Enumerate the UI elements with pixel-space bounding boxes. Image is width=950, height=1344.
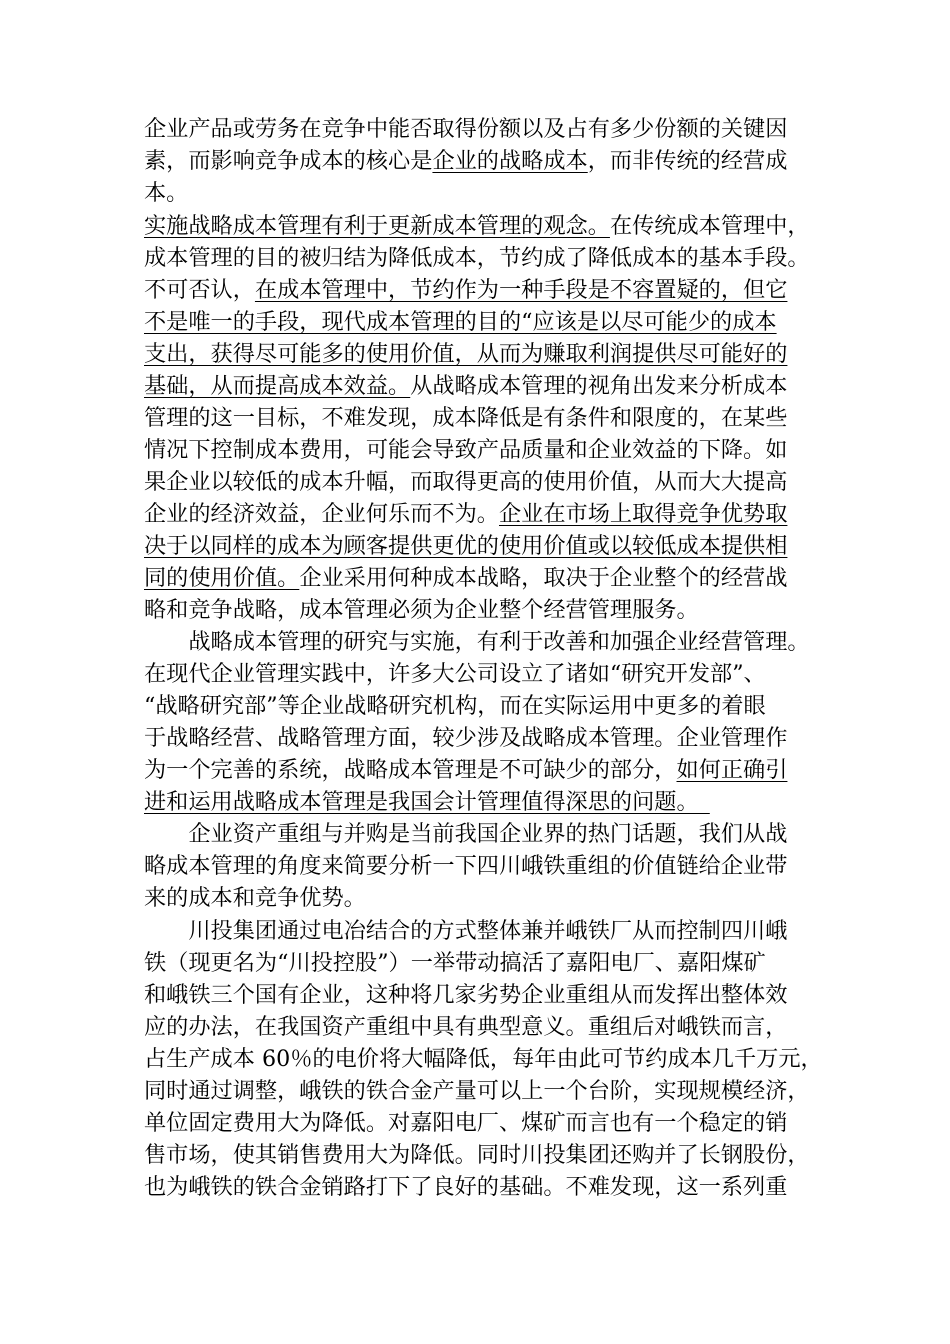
text-line bbox=[144, 1075, 824, 1107]
text-line bbox=[144, 530, 824, 562]
paragraph-competitive-cost bbox=[144, 113, 824, 209]
text-line bbox=[144, 306, 824, 338]
text-segment: 和峨铁三个国有企业，这种将几家劣势企业重组从而发挥出整体效 bbox=[144, 982, 788, 1008]
underlined-text: 进和运用战略成本管理是我国会计管理值得深思的问题。 bbox=[144, 789, 710, 815]
text-segment: 同时通过调整，峨铁的铁合金产量可以上一个台阶，实现规模经济， bbox=[144, 1078, 810, 1104]
text-segment: 略成本管理的角度来简要分析一下四川峨铁重组的价值链给企业带 bbox=[144, 853, 788, 879]
underlined-text: 在成本管理中，节约作为一种手段是不容置疑的，但它 bbox=[254, 277, 788, 303]
text-segment: 成本管理的目的被归结为降低成本，节约成了降低成本的基本手段。 bbox=[144, 245, 810, 271]
text-segment: 于战略经营、战略管理方面，较少涉及战略成本管理。企业管理作 bbox=[144, 725, 788, 751]
underlined-text: 支出，获得尽可能多的使用价值，从而为赚取利润提供尽可能好的 bbox=[144, 341, 788, 367]
text-line bbox=[144, 177, 824, 209]
text-segment: 占生产成本 60％的电价将大幅降低，每年由此可节约成本几千万元， bbox=[144, 1046, 823, 1072]
underlined-text: 如何正确引 bbox=[676, 757, 788, 783]
text-line bbox=[144, 145, 824, 177]
text-line bbox=[144, 1107, 824, 1139]
text-line bbox=[144, 979, 824, 1011]
text-line bbox=[144, 402, 824, 434]
underlined-text: 不是唯一的手段，现代成本管理的目的“应该是以尽可能少的成本 bbox=[144, 309, 777, 335]
paragraph-business-management bbox=[144, 626, 824, 818]
text-line bbox=[144, 434, 824, 466]
text-segment: 企业产品或劳务在竞争中能否取得份额以及占有多少份额的关键因 bbox=[144, 116, 788, 142]
text-segment: 不可否认， bbox=[144, 277, 255, 303]
text-segment: 从战略成本管理的视角出发来分析成本 bbox=[410, 373, 788, 399]
text-line bbox=[144, 1043, 824, 1075]
underlined-text: 实施战略成本管理有利于更新成本管理的观念。 bbox=[144, 213, 610, 239]
text-segment: 果企业以较低的成本升幅，而取得更高的使用价值，从而大大提高 bbox=[144, 469, 788, 495]
text-line bbox=[144, 466, 824, 498]
text-line bbox=[144, 754, 824, 786]
text-segment: 素，而影响竞争成本的核心是 bbox=[144, 148, 433, 174]
text-line bbox=[144, 1011, 824, 1043]
text-segment: 在传统成本管理中， bbox=[609, 213, 810, 239]
underlined-text: 企业在市场上取得竞争优势取 bbox=[499, 501, 788, 527]
paragraph-cost-management-concept bbox=[144, 210, 824, 626]
text-line bbox=[144, 562, 824, 594]
text-segment: 管理的这一目标，不难发现，成本降低是有条件和限度的，在某些 bbox=[144, 405, 788, 431]
text-segment: 售市场，使其销售费用大为降低。同时川投集团还购并了长钢股份， bbox=[144, 1142, 810, 1168]
text-line bbox=[144, 210, 824, 242]
text-line bbox=[144, 594, 824, 626]
text-segment: 来的成本和竞争优势。 bbox=[144, 885, 366, 911]
text-segment: 本。 bbox=[144, 180, 189, 206]
text-line bbox=[144, 850, 824, 882]
text-segment: 企业的经济效益，企业何乐而不为。 bbox=[144, 501, 499, 527]
text-segment: 情况下控制成本费用，可能会导致产品质量和企业效益的下降。如 bbox=[144, 437, 788, 463]
text-line bbox=[144, 786, 824, 818]
text-line bbox=[144, 915, 824, 947]
text-line bbox=[144, 1171, 824, 1203]
text-segment: 也为峨铁的铁合金销路打下了良好的基础。不难发现，这一系列重 bbox=[144, 1174, 788, 1200]
text-line bbox=[144, 370, 824, 402]
text-segment: ，而非传统的经营成 bbox=[587, 148, 788, 174]
text-segment: 在现代企业管理实践中，许多大公司设立了诸如“研究开发部”、 bbox=[144, 661, 766, 687]
text-segment: 企业采用何种成本战略，取决于企业整个的经营战 bbox=[299, 565, 788, 591]
text-line bbox=[144, 882, 824, 914]
text-segment: 企业资产重组与并购是当前我国企业界的热门话题，我们从战 bbox=[144, 821, 788, 847]
underlined-text: 基础，从而提高成本效益。 bbox=[144, 373, 411, 399]
text-line bbox=[144, 947, 824, 979]
text-segment: 铁（现更名为“川投控股”）一举带动搞活了嘉阳电厂、嘉阳煤矿 bbox=[144, 950, 766, 976]
text-line bbox=[144, 818, 824, 850]
text-line bbox=[144, 626, 824, 658]
text-segment: 川投集团通过电冶结合的方式整体兼并峨铁厂从而控制四川峨 bbox=[144, 918, 788, 944]
text-line bbox=[144, 274, 824, 306]
text-segment: 应的办法，在我国资产重组中具有典型意义。重组后对峨铁而言， bbox=[144, 1014, 788, 1040]
underlined-text: 同的使用价值。 bbox=[144, 565, 300, 591]
text-segment: 战略成本管理的研究与实施，有利于改善和加强企业经营管理。 bbox=[144, 629, 810, 655]
paragraph-chuantou-case bbox=[144, 915, 824, 1203]
text-segment: 为一个完善的系统，战略成本管理是不可缺少的部分， bbox=[144, 757, 677, 783]
text-line bbox=[144, 242, 824, 274]
underlined-text: 企业的战略成本 bbox=[432, 148, 588, 174]
underlined-text: 决于以同样的成本为顾客提供更优的使用价值或以较低成本提供相 bbox=[144, 533, 788, 559]
text-line bbox=[144, 113, 824, 145]
text-line bbox=[144, 658, 824, 690]
text-line bbox=[144, 498, 824, 530]
text-line bbox=[144, 722, 824, 754]
text-segment: 单位固定费用大为降低。对嘉阳电厂、煤矿而言也有一个稳定的销 bbox=[144, 1110, 788, 1136]
text-line bbox=[144, 338, 824, 370]
text-segment: “战略研究部”等企业战略研究机构，而在实际运用中更多的着眼 bbox=[144, 693, 766, 719]
text-line bbox=[144, 690, 824, 722]
paragraph-asset-restructuring bbox=[144, 818, 824, 914]
text-line bbox=[144, 1139, 824, 1171]
text-segment: 略和竞争战略，成本管理必须为企业整个经营管理服务。 bbox=[144, 597, 699, 623]
